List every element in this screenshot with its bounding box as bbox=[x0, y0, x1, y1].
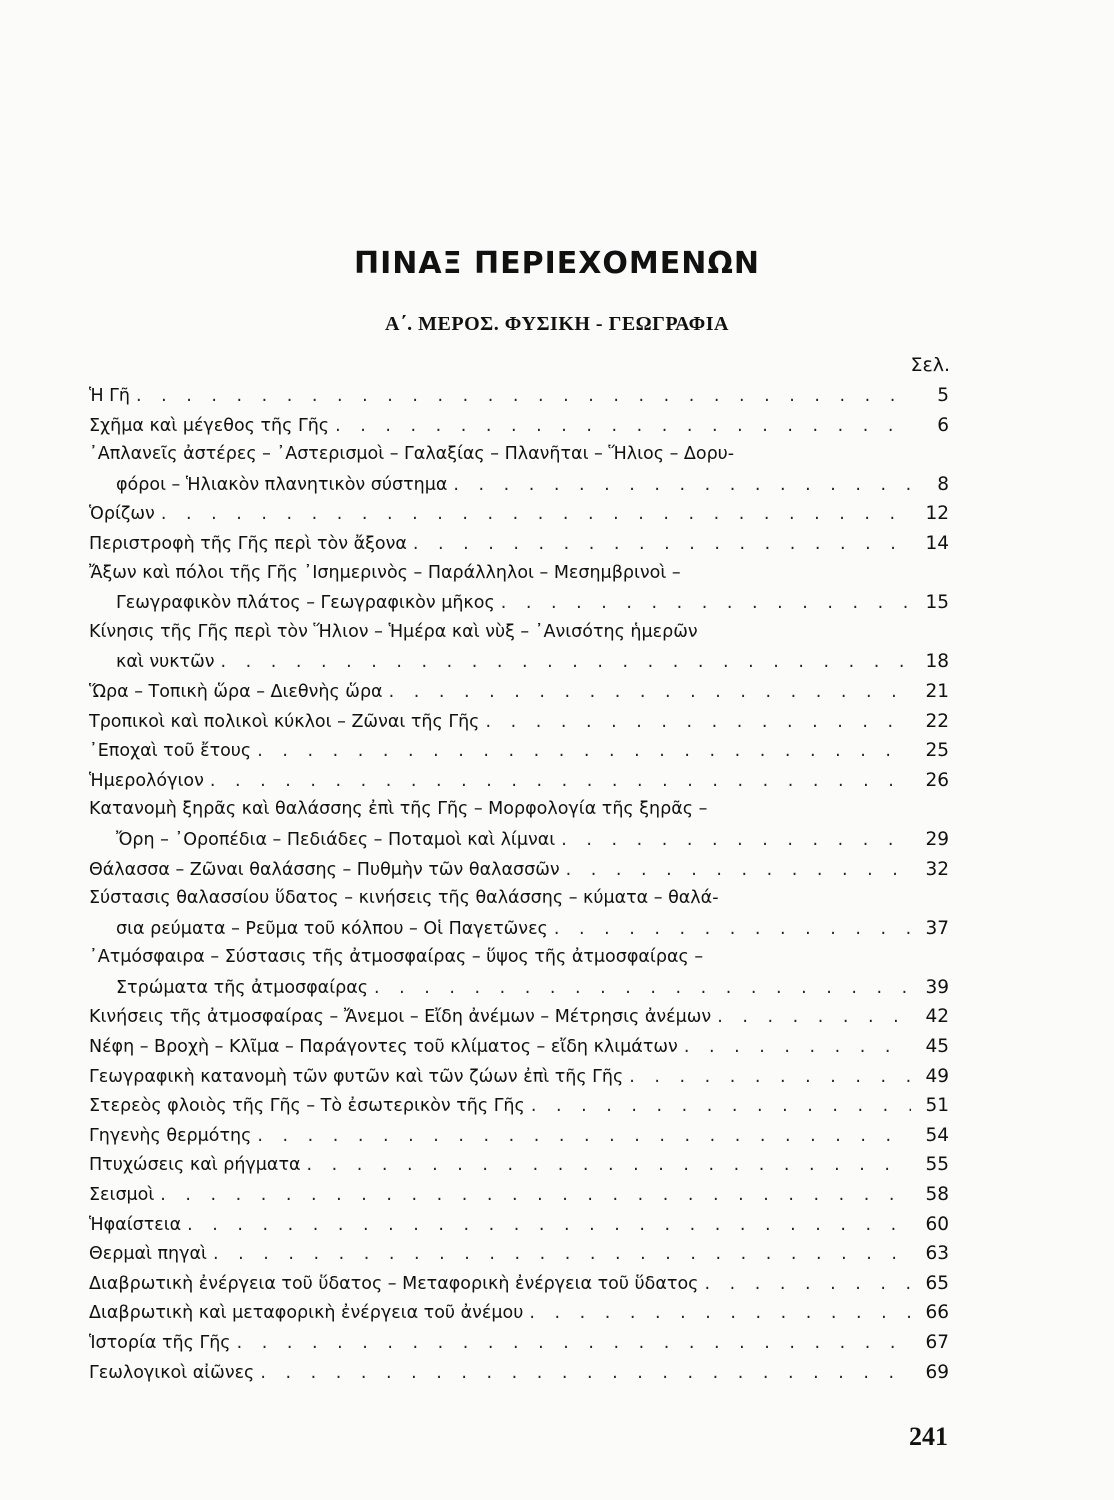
toc-entry-line bbox=[89, 1032, 949, 1062]
toc-page-number: 58 bbox=[925, 1184, 949, 1206]
dot-leader bbox=[554, 915, 911, 945]
dot-leader bbox=[684, 1033, 911, 1063]
toc-entry-text: Ἡ Γῆ bbox=[89, 386, 131, 406]
page-column-label: Σελ. bbox=[910, 354, 950, 376]
toc-entry-line bbox=[89, 1358, 949, 1388]
dot-leader bbox=[374, 974, 911, 1004]
toc-entry-line bbox=[89, 1002, 949, 1032]
toc-entry-text: Ἱστορία τῆς Γῆς bbox=[89, 1333, 231, 1353]
toc-entry-line bbox=[89, 440, 949, 470]
toc-entry-text: Γεωγραφικὴ κατανομὴ τῶν φυτῶν καὶ τῶν ζώων ἐπὶ τῆς Γῆς bbox=[89, 1066, 624, 1087]
dot-leader bbox=[501, 589, 911, 619]
toc-entry-line bbox=[89, 1298, 949, 1328]
toc-entry-line bbox=[89, 795, 949, 825]
toc-entry-line bbox=[89, 647, 949, 677]
toc-entry-text: Διαβρωτικὴ ἐνέργεια τοῦ ὕδατος – Μεταφορικὴ ἐνέργεια τοῦ ὕδατος bbox=[89, 1273, 699, 1294]
toc-entry-text: καὶ νυκτῶν bbox=[116, 652, 215, 673]
toc-entry-line bbox=[89, 1239, 949, 1269]
dot-leader bbox=[260, 1359, 911, 1389]
dot-leader bbox=[717, 1003, 911, 1033]
dot-leader bbox=[629, 1063, 911, 1093]
toc-entry-text: Περιστροφὴ τῆς Γῆς περὶ τὸν ἄξονα bbox=[89, 533, 407, 554]
toc-entry-line bbox=[89, 884, 949, 914]
toc-entry-line bbox=[89, 825, 949, 855]
dot-leader bbox=[161, 500, 911, 530]
toc-entry-text: Ὥρα – Τοπικὴ ὥρα – Διεθνὴς ὥρα bbox=[89, 681, 383, 702]
toc-page-number: 55 bbox=[925, 1154, 949, 1176]
toc-entry-text: Γεωγραφικὸν πλάτος – Γεωγραφικὸν μῆκος bbox=[116, 593, 495, 614]
toc-entry-text: Κατανομὴ ξηρᾶς καὶ θαλάσσης ἐπὶ τῆς Γῆς – Μορφολογία τῆς ξηρᾶς – bbox=[89, 799, 708, 820]
toc-page-number: 63 bbox=[925, 1243, 949, 1265]
dot-leader bbox=[210, 767, 911, 797]
toc-page-number: 29 bbox=[925, 828, 949, 850]
dot-leader bbox=[561, 826, 911, 856]
toc-entry-line bbox=[89, 766, 949, 796]
toc-entry-text: Ὁρίζων bbox=[89, 504, 155, 525]
dot-leader bbox=[237, 1329, 911, 1359]
toc-page-number: 39 bbox=[925, 976, 949, 998]
dot-leader bbox=[221, 648, 911, 678]
toc-entry-line bbox=[89, 677, 949, 707]
toc-entry-text: Κίνησις τῆς Γῆς περὶ τὸν Ἥλιον – Ἡμέρα καὶ νὺξ – ᾿Ανισότης ἡμερῶν bbox=[89, 621, 698, 642]
toc-entry-text: Διαβρωτικὴ καὶ μεταφορικὴ ἐνέργεια τοῦ ἀνέμου bbox=[89, 1303, 524, 1324]
toc-page-number: 8 bbox=[937, 473, 949, 495]
dot-leader bbox=[413, 530, 911, 560]
toc-entry-text: Γηγενὴς θερμότης bbox=[89, 1125, 252, 1146]
toc-entry-line bbox=[89, 411, 949, 441]
dot-leader bbox=[485, 708, 911, 738]
dot-leader bbox=[307, 1151, 911, 1181]
toc-entry-text: Νέφη – Βροχὴ – Κλῖμα – Παράγοντες τοῦ κλίματος – εἴδη κλιμάτων bbox=[89, 1037, 678, 1058]
toc-entry-text: Ἄξων καὶ πόλοι τῆς Γῆς ᾿Ισημερινὸς – Παράλληλοι – Μεσημβρινοὶ – bbox=[89, 562, 681, 583]
toc-entry-line bbox=[89, 1091, 949, 1121]
part-heading: Α΄. ΜΕΡΟΣ. ΦΥΣΙΚΗ - ΓΕΩΓΡΑΦΙΑ bbox=[385, 313, 729, 335]
toc-entry-line bbox=[89, 529, 949, 559]
toc-entry-text: Πτυχώσεις καὶ ρήγματα bbox=[89, 1155, 301, 1176]
toc-entry-text: Στερεὸς φλοιὸς τῆς Γῆς – Τὸ ἐσωτερικὸν τῆς Γῆς bbox=[89, 1096, 525, 1117]
dot-leader bbox=[335, 412, 911, 442]
dot-leader bbox=[529, 1299, 911, 1329]
dot-leader bbox=[187, 1211, 911, 1241]
toc-entry-text: Τροπικοὶ καὶ πολικοὶ κύκλοι – Ζῶναι τῆς Γῆς bbox=[89, 711, 480, 732]
toc-page-number: 14 bbox=[925, 532, 949, 554]
toc-entry-line bbox=[89, 1269, 949, 1299]
toc-entry-text: Σύστασις θαλασσίου ὕδατος – κινήσεις τῆς θαλάσσης – κύματα – θαλά- bbox=[89, 888, 719, 909]
toc-page-number: 25 bbox=[925, 740, 949, 762]
toc-page-number: 54 bbox=[925, 1124, 949, 1146]
toc-page-number: 60 bbox=[925, 1213, 949, 1235]
toc-page-number: 37 bbox=[925, 917, 949, 939]
toc-page-number: 66 bbox=[925, 1302, 949, 1324]
dot-leader bbox=[531, 1092, 911, 1122]
toc-page-number: 65 bbox=[925, 1272, 949, 1294]
table-of-contents bbox=[89, 381, 949, 1387]
toc-entry-text: Ὄρη – ᾿Οροπέδια – Πεδιάδες – Ποταμοὶ καὶ λίμναι bbox=[116, 829, 556, 850]
toc-page-number: 45 bbox=[925, 1036, 949, 1058]
dot-leader bbox=[136, 382, 911, 412]
toc-entry-line bbox=[89, 707, 949, 737]
toc-entry-line bbox=[89, 1328, 949, 1358]
dot-leader bbox=[257, 737, 911, 767]
toc-entry-line bbox=[89, 618, 949, 648]
toc-page-number: 69 bbox=[925, 1361, 949, 1383]
toc-entry-text: Θάλασσα – Ζῶναι θαλάσσης – Πυθμὴν τῶν θαλασσῶν bbox=[89, 859, 560, 880]
toc-page-number: 67 bbox=[925, 1332, 949, 1353]
toc-entry-line bbox=[89, 914, 949, 944]
toc-page-number: 15 bbox=[925, 592, 949, 614]
toc-entry-line bbox=[89, 736, 949, 766]
toc-entry-line bbox=[89, 1062, 949, 1092]
dot-leader bbox=[566, 856, 911, 886]
toc-entry-line bbox=[89, 499, 949, 529]
toc-entry-line bbox=[89, 381, 949, 411]
toc-entry-text: ᾿Απλανεῖς ἀστέρες – ᾿Αστερισμοὶ – Γαλαξίας – Πλανῆται – Ἥλιος – Δορυ- bbox=[89, 444, 735, 465]
toc-entry-line bbox=[89, 1150, 949, 1180]
toc-entry-line bbox=[89, 1121, 949, 1151]
dot-leader bbox=[257, 1122, 911, 1152]
page-number: 241 bbox=[909, 1422, 948, 1451]
page-title: ΠΙΝΑΞ ΠΕΡΙΕΧΟΜΕΝΩΝ bbox=[354, 246, 760, 281]
toc-page-number: 6 bbox=[937, 414, 949, 436]
toc-entry-line bbox=[89, 588, 949, 618]
toc-page-number: 12 bbox=[925, 503, 949, 525]
toc-page-number: 49 bbox=[925, 1065, 949, 1087]
toc-entry-line bbox=[89, 1210, 949, 1240]
toc-entry-text: Ἡφαίστεια bbox=[89, 1214, 182, 1235]
toc-entry-text: ᾿Ατμόσφαιρα – Σύστασις τῆς ἀτμοσφαίρας – ὕψος τῆς ἀτμοσφαίρας – bbox=[89, 947, 704, 968]
toc-entry-text: Γεωλογικοὶ αἰῶνες bbox=[89, 1362, 255, 1383]
toc-page-number: 18 bbox=[925, 651, 949, 673]
toc-entry-line bbox=[89, 943, 949, 973]
toc-entry-text: Στρώματα τῆς ἀτμοσφαίρας bbox=[116, 977, 369, 998]
toc-page-number: 42 bbox=[925, 1006, 949, 1028]
toc-page-number: 26 bbox=[925, 769, 949, 791]
toc-entry-text: Σχῆμα καὶ μέγεθος τῆς Γῆς bbox=[89, 415, 330, 436]
toc-page-number: 22 bbox=[925, 710, 949, 732]
dot-leader bbox=[704, 1270, 911, 1300]
toc-entry-line bbox=[89, 470, 949, 500]
toc-entry-text: Κινήσεις τῆς ἀτμοσφαίρας – Ἄνεμοι – Εἴδη ἀνέμων – Μέτρησις ἀνέμων bbox=[89, 1007, 712, 1028]
toc-page-number: 32 bbox=[925, 858, 949, 880]
dot-leader bbox=[389, 678, 911, 708]
dot-leader bbox=[160, 1181, 911, 1211]
toc-entry-line bbox=[89, 559, 949, 589]
toc-entry-line bbox=[89, 973, 949, 1003]
dot-leader bbox=[213, 1240, 911, 1270]
toc-page-number: 5 bbox=[937, 385, 949, 406]
toc-entry-text: σια ρεύματα – Ρεῦμα τοῦ κόλπου – Οἱ Παγετῶνες bbox=[116, 918, 548, 939]
toc-entry-text: Θερμαὶ πηγαὶ bbox=[89, 1244, 207, 1265]
toc-entry-text: φόροι – Ἡλιακὸν πλανητικὸν σύστημα bbox=[116, 474, 448, 495]
toc-page-number: 21 bbox=[925, 680, 949, 702]
toc-entry-text: Ἡμερολόγιον bbox=[89, 770, 204, 791]
toc-entry-line bbox=[89, 1180, 949, 1210]
toc-entry-line bbox=[89, 855, 949, 885]
toc-entry-text: ᾿Εποχαὶ τοῦ ἔτους bbox=[89, 741, 252, 762]
toc-entry-text: Σεισμοὶ bbox=[89, 1185, 155, 1206]
toc-page-number: 51 bbox=[925, 1095, 949, 1117]
dot-leader bbox=[453, 471, 911, 501]
